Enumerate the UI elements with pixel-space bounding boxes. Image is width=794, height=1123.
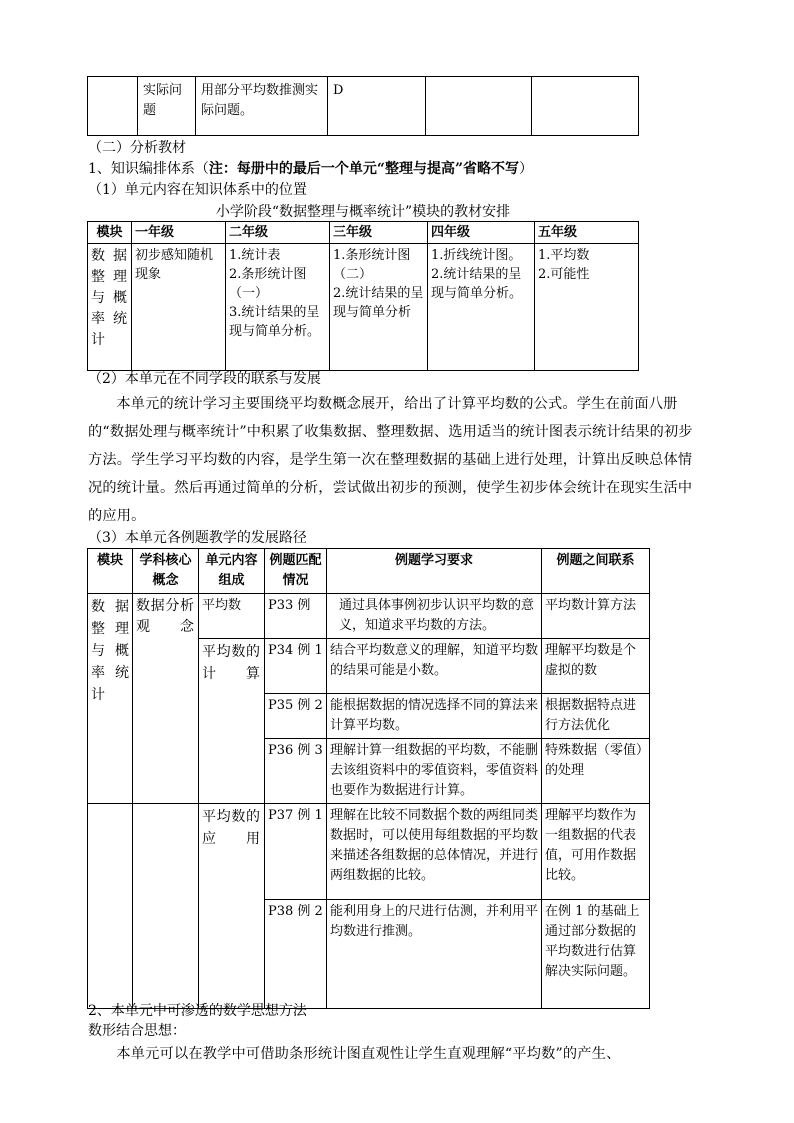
top-table-cell <box>426 77 532 136</box>
paragraph-number-shape: 本单元可以在教学中可借助条形统计图直观性让学生直观理解“平均数”的产生、 <box>116 1046 621 1062</box>
table1-header: 模块 <box>88 222 132 244</box>
top-table-cell: D <box>328 77 426 136</box>
table2-unit-text: 平均数的计算 <box>202 644 260 682</box>
table2-requirement: 能利用身上的尺进行估测，并利用平均数进行推测。 <box>327 900 542 1009</box>
top-table <box>87 76 639 136</box>
heading-math-thinking: 2、本单元中可渗透的数学思想方法 <box>88 1003 307 1019</box>
table2-relation: 理解平均数是个虚拟的数 <box>542 639 650 694</box>
table2-requirement: 理解计算一组数据的平均数，不能删去该组资料中的零值资料，零值资料也要作为数据进行计算。 <box>327 739 542 804</box>
table2-example: P38 例 2 <box>265 900 327 1009</box>
table2-example: P37 例 1 <box>265 804 327 900</box>
table2-header: 例题之间联系 <box>542 549 650 594</box>
table1-grade5-item: 1.平均数 <box>538 248 590 263</box>
table2-header: 模块 <box>88 549 133 594</box>
subheading-path: （3）本单元各例题教学的发展路径 <box>88 530 307 546</box>
table2-unit <box>199 804 265 1009</box>
table1-caption: 小学阶段“数据整理与概率统计”模块的教材安排 <box>215 204 511 220</box>
top-table-cell <box>532 77 639 136</box>
subheading-position: （1）单元内容在知识体系中的位置 <box>88 182 307 198</box>
table1-header: 二年级 <box>226 222 330 244</box>
knowledge-heading <box>88 158 533 180</box>
table2-concept-text: 数据分析观念 <box>136 598 194 635</box>
table2-unit: 平均数 <box>199 594 265 639</box>
table2-requirement: 能根据数据的情况选择不同的算法来计算平均数。 <box>327 694 542 739</box>
knowledge-heading-note: 注：每册中的最后一个单元“整理与提高”省略不写 <box>208 161 520 177</box>
table1-module-text: 数据整理与概率统计 <box>91 248 127 348</box>
table1-grade2 <box>226 244 330 371</box>
top-table-cell: 用部分平均数推测实际问题。 <box>196 77 328 136</box>
table2-requirement: 理解在比较不同数据个数的两组同类数据时，可以使用每组数据的平均数来描述各组数据的总体情况，并进行两组数据的比较。 <box>327 804 542 900</box>
table1-grade5-item: 2.可能性 <box>538 267 590 282</box>
table2-example: P34 例 1 <box>265 639 327 694</box>
table2-requirement: 结合平均数意义的理解，知道平均数的结果可能是小数。 <box>327 639 542 694</box>
knowledge-heading-suffix: ） <box>519 161 534 177</box>
table2-header: 学科核心概念 <box>133 549 199 594</box>
table2-relation: 根据数据特点进行方法优化 <box>542 694 650 739</box>
paragraph-unit-overview: 本单元的统计学习主要围绕平均数概念展开，给出了计算平均数的公式。学生在前面八册的“数据处理与概率统计”中积累了收集数据、整理数据、选用适当的统计图表示统计结果的初步方法。学生学习平均数的内容，是学生第一次在整理数据的基础上进行处理，计算出反映总体情况的统计量。然后再通过简单的分析，尝试做出初步的预测，使学生初步体会统计在现实生活中的应用。 <box>88 396 693 524</box>
table1-grade2-item: 1.统计表 <box>229 248 281 263</box>
table2-relation: 在例 1 的基础上通过部分数据的平均数进行估算解决实际问题。 <box>542 900 650 1009</box>
table2-relation: 平均数计算方法 <box>542 594 650 639</box>
table1-header: 一年级 <box>132 222 226 244</box>
table2-example: P35 例 2 <box>265 694 327 739</box>
table1-module <box>88 244 132 371</box>
table2-example: P36 例 3 <box>265 739 327 804</box>
table2-empty-cell <box>133 804 199 1009</box>
knowledge-heading-prefix: 1、知识编排体系（ <box>88 161 209 177</box>
table1-grade5 <box>535 244 639 371</box>
heading-number-shape: 数形结合思想： <box>88 1023 186 1039</box>
subheading-relation: （2）本单元在不同学段的联系与发展 <box>88 371 321 387</box>
table1-header: 四年级 <box>428 222 535 244</box>
table1-grade2-item: 3.统计结果的呈现与简单分析。 <box>229 305 321 339</box>
top-table-cell <box>88 77 138 136</box>
table2-header: 单元内容组成 <box>199 549 265 594</box>
section-title: （二）分析教材 <box>88 140 186 156</box>
table2-relation: 理解平均数作为一组数据的代表值，可用作数据比较。 <box>542 804 650 900</box>
table2-empty-cell <box>88 804 133 1009</box>
table2-concept <box>133 594 199 804</box>
table2-relation: 特殊数据（零值）的处理 <box>542 739 650 804</box>
table1-grade4-item: 1.折线统计图。 <box>431 248 522 263</box>
table2-module-text: 数据整理与概率统计 <box>91 599 129 703</box>
curriculum-table <box>87 221 639 371</box>
table2-header: 例题学习要求 <box>327 549 542 594</box>
table1-grade1: 初步感知随机现象 <box>132 244 226 371</box>
table2-module <box>88 594 133 804</box>
table2-unit-text: 平均数的应用 <box>202 809 260 847</box>
table1-grade4-item: 2.统计结果的呈现与简单分析。 <box>431 267 523 301</box>
table1-grade3-item: 2.统计结果的呈现与简单分析 <box>333 286 424 320</box>
table2-example: P33 例 <box>265 594 327 639</box>
table1-header: 三年级 <box>330 222 428 244</box>
table2-header: 例题匹配情况 <box>265 549 327 594</box>
table1-grade3-item: 1.条形统计图（二） <box>333 248 411 282</box>
table1-header: 五年级 <box>535 222 639 244</box>
example-path-table <box>87 548 650 1009</box>
table1-grade3 <box>330 244 428 371</box>
table1-grade2-item: 2.条形统计图（一） <box>229 267 307 301</box>
table2-requirement: 通过具体事例初步认识平均数的意义，知道求平均数的方法。 <box>327 594 542 639</box>
table2-unit <box>199 639 265 804</box>
top-table-cell: 实际问题 <box>138 77 196 136</box>
table1-grade4 <box>428 244 535 371</box>
